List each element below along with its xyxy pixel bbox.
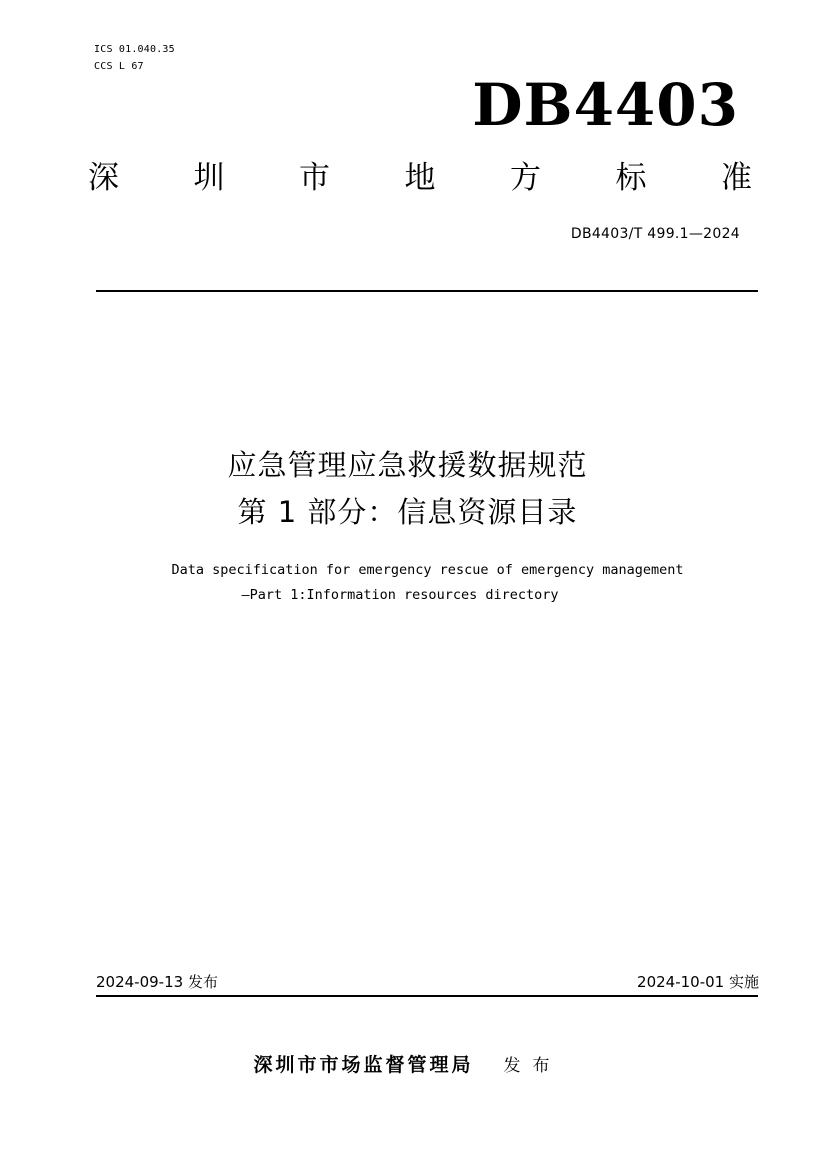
- standard-type-char: 圳: [193, 160, 225, 196]
- standard-number: DB4403/T 499.1—2024: [570, 226, 740, 242]
- top-divider: [96, 290, 758, 292]
- standard-code: DB4403: [472, 71, 739, 139]
- standard-type: [88, 153, 752, 203]
- standard-type-char: 方: [510, 160, 541, 196]
- title-cn-line2: 第 1 部分：信息资源目录: [237, 495, 578, 529]
- implement-date: 2024-10-01 实施: [637, 973, 759, 991]
- issuer-organization: 深圳市市场监督管理局: [253, 1054, 474, 1076]
- classification-codes: [94, 41, 175, 75]
- publish-date: 2024-09-13 发布: [96, 973, 218, 991]
- title-en-line2: —Part 1:Information resources directory: [241, 587, 559, 603]
- bottom-divider: [96, 995, 758, 997]
- ccs-code: CCS L 67: [94, 61, 144, 72]
- title-en-line1: Data specification for emergency rescue of emergency management: [171, 562, 684, 578]
- standard-type-char: 标: [615, 160, 647, 196]
- issuer-action: 发布: [503, 1056, 562, 1076]
- standard-type-char: 深: [88, 160, 119, 196]
- title-cn-line1: 应急管理应急救援数据规范: [227, 448, 588, 482]
- standard-type-char: 准: [721, 160, 752, 196]
- standard-type-char: 市: [299, 160, 330, 196]
- ics-code: ICS 01.040.35: [94, 44, 175, 55]
- standard-type-char: 地: [404, 160, 436, 196]
- issuer: [0, 1050, 815, 1081]
